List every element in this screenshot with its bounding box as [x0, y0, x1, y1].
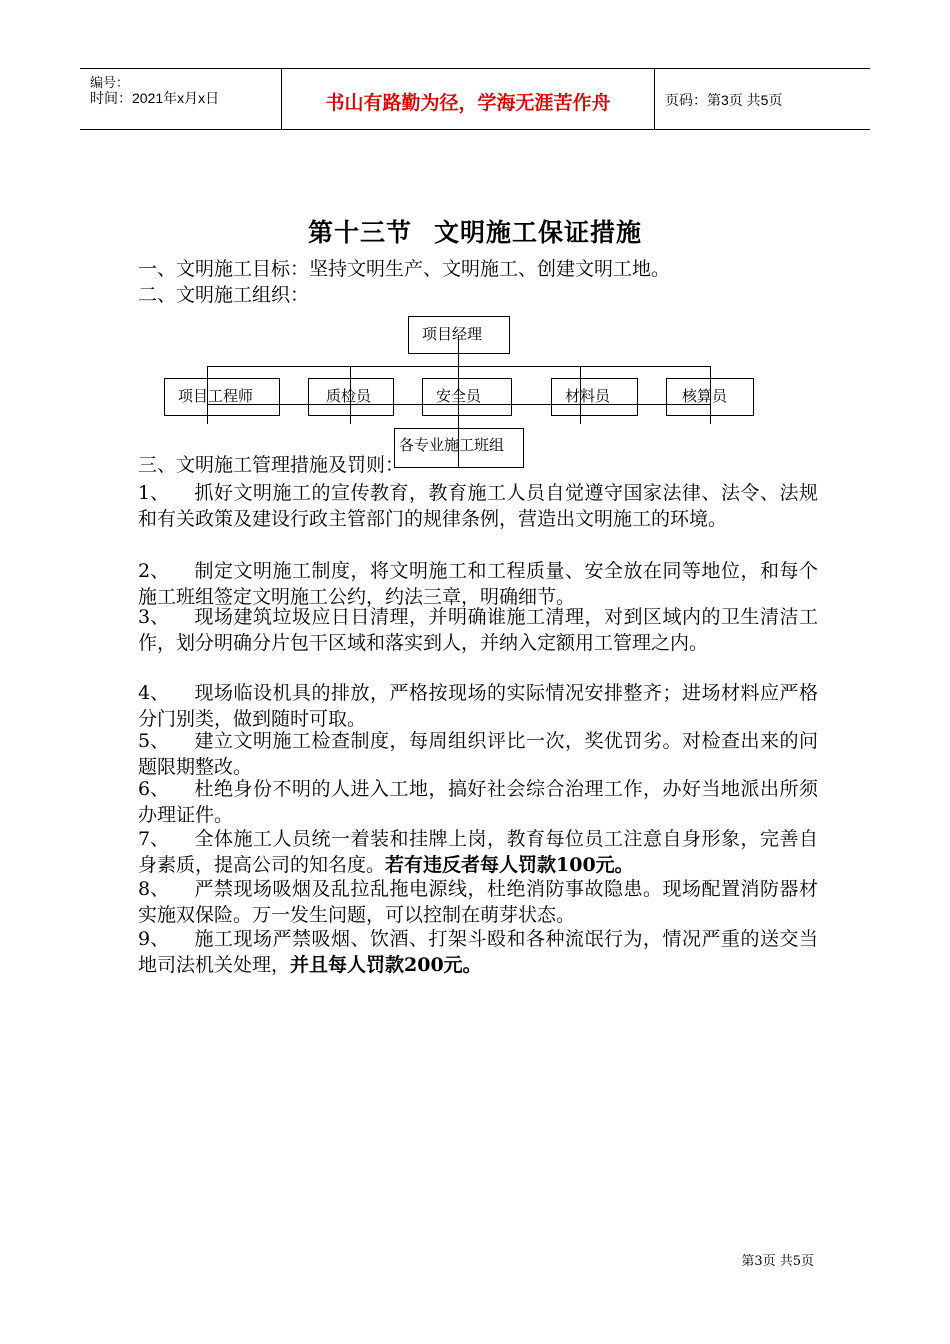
org-box-project-manager — [408, 316, 510, 354]
item-number: 6、 — [138, 778, 170, 800]
item-text: 严禁现场吸烟及乱拉乱拖电源线，杜绝消防事故隐患。现场配置消防器材实施双保险。万一发生问题，可以控制在萌芽状态。 — [138, 878, 818, 926]
org-label-teams: 各专业施工班组 — [399, 436, 505, 454]
time-label: 时间：2021年x月x日 — [90, 90, 220, 106]
org-top-bus — [207, 366, 711, 367]
item-text: 全体施工人员统一着装和挂牌上岗，教育每位员工注意自身形象，完善自身素质，提高公司的知名度。 — [138, 828, 818, 876]
org-label-role-5: 核算员 — [682, 387, 728, 405]
org-box-role-1 — [164, 378, 280, 416]
item-number: 1、 — [138, 482, 170, 504]
measure-item-3 — [138, 604, 818, 656]
measure-item-7 — [138, 826, 818, 878]
page-footer: 第3页 共5页 — [741, 1254, 814, 1269]
item-text: 杜绝身份不明的人进入工地，搞好社会综合治理工作，办好当地派出所须办理证件。 — [138, 778, 818, 826]
item-text: 制定文明施工制度，将文明施工和工程质量、安全放在同等地位，和每个施工班组签定文明施工公约，约法三章，明确细节。 — [138, 560, 818, 608]
org-box-role-5 — [666, 378, 754, 416]
org-box-role-2 — [308, 378, 394, 416]
item-text: 建立文明施工检查制度，每周组织评比一次，奖优罚劣。对检查出来的问题限期整改。 — [138, 730, 818, 778]
item-text: 施工现场严禁吸烟、饮酒、打架斗殴和各种流氓行为，情况严重的送交当地司法机关处理， — [138, 928, 818, 976]
motto: 书山有路勤为径，学海无涯苦作舟 — [325, 92, 611, 114]
org-label-project-manager: 项目经理 — [422, 325, 483, 343]
org-label-role-3: 安全员 — [436, 387, 482, 405]
item-number: 9、 — [138, 928, 170, 950]
section-1-goal: 一、文明施工目标：坚持文明生产、文明施工、创建文明工地。 — [138, 258, 671, 280]
measure-item-5 — [138, 728, 818, 780]
item-number: 4、 — [138, 682, 170, 704]
item-text: 现场临设机具的排放，严格按现场的实际情况安排整齐；进场材料应严格分门别类，做到随时可取。 — [138, 682, 818, 730]
item-number: 8、 — [138, 878, 170, 900]
org-label-role-4: 材料员 — [565, 387, 611, 405]
measure-item-2 — [138, 558, 818, 610]
org-box-teams — [394, 428, 524, 468]
page-number-label: 页码：第3页 共5页 — [665, 92, 783, 108]
org-box-role-3 — [422, 378, 512, 416]
item-number: 7、 — [138, 828, 170, 850]
measure-item-1 — [138, 480, 818, 532]
measure-item-4 — [138, 680, 818, 732]
item-bold-penalty: 若有违反者每人罚款100元。 — [385, 854, 634, 876]
item-number: 5、 — [138, 730, 170, 752]
title-text: 文明施工保证措施 — [434, 218, 643, 247]
org-box-role-4 — [551, 378, 638, 416]
item-text: 抓好文明施工的宣传教育，教育施工人员自觉遵守国家法律、法令、法规和有关政策及建设行政主管部门的规律条例，营造出文明施工的环境。 — [138, 482, 818, 530]
title-number: 第十三节 — [307, 218, 412, 247]
org-label-role-2: 质检员 — [326, 387, 372, 405]
item-number: 2、 — [138, 560, 170, 582]
section-2-heading: 二、文明施工组织： — [138, 284, 310, 306]
item-number: 3、 — [138, 606, 170, 628]
item-bold-penalty: 并且每人罚款200元。 — [290, 954, 482, 976]
section-3-heading: 三、文明施工管理措施及罚则： — [138, 454, 405, 476]
item-text: 现场建筑垃圾应日日清理，并明确谁施工清理，对到区域内的卫生清洁工作，划分明确分片包干区域和落实到人，并纳入定额用工管理之内。 — [138, 606, 818, 654]
measure-item-6 — [138, 776, 818, 828]
number-label: 编号： — [90, 75, 130, 90]
measure-item-9 — [138, 926, 818, 978]
org-label-role-1: 项目工程师 — [178, 387, 254, 405]
measure-item-8 — [138, 876, 818, 928]
org-chart — [0, 0, 950, 480]
